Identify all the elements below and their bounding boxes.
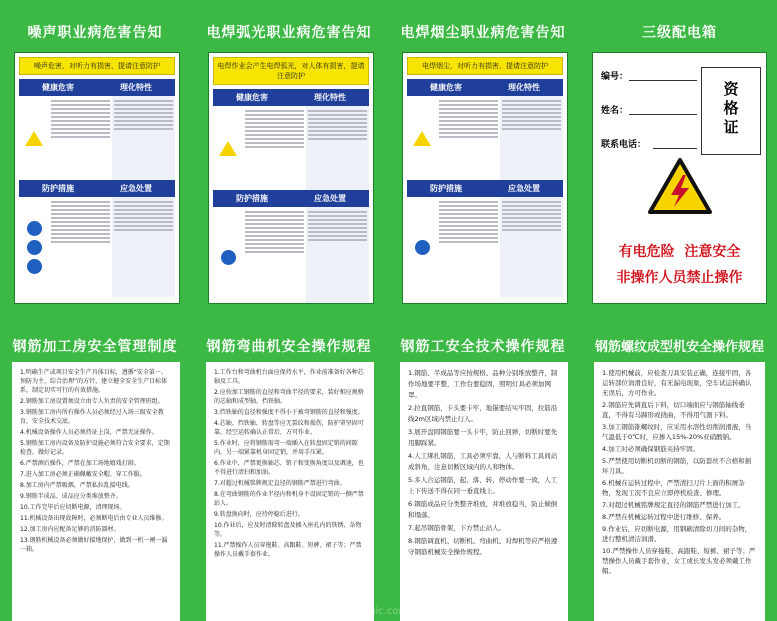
- card-title: 钢筋加工房安全管理制度: [12, 339, 178, 355]
- properties-text: [500, 96, 563, 180]
- rule-line: 6.机械在运转过程中，严禁清扫刀片上面的积屑杂物，发现工况不良应立即停机检查、修理。: [602, 479, 745, 497]
- emergency-header: 应急处置: [120, 184, 152, 193]
- protection-row: [19, 197, 175, 297]
- panel-title: 三级配电箱: [642, 25, 717, 41]
- rule-line: 4.芯轴、挡铁轴、转盘等应无裂纹和损伤，防护罩坚固可靠，经空运转确认正常后，方可作业。: [214, 420, 364, 436]
- rule-line: 3.展开盘圆钢筋要一头卡牢，防止回弹，切断时要先用脚踩紧。: [408, 428, 558, 447]
- certificate-label: 资格证: [723, 80, 739, 136]
- emergency-text: [112, 197, 175, 297]
- helmet-icon: [27, 240, 42, 255]
- rule-line: 8.在弯曲钢筋的作业半径内和机身不设固定销的一侧严禁站人。: [214, 491, 364, 507]
- rules-text: [12, 368, 180, 556]
- rule-line: 1.明确生产或项目安全生产具体目标，遵循“安全第一、预防为主、综合治理”的方针，建立健全安全生产目标体系，制定切实可行的有效措施。: [20, 369, 168, 394]
- mask-icon: [27, 259, 42, 274]
- rule-line: 11.机械设备出现故障时，必须断电后由专业人员维修。: [20, 515, 168, 522]
- rebar-worker-rules-panel: [390, 318, 576, 621]
- id-number-line: [629, 80, 697, 81]
- rule-line: 8.钢筋调直机、切断机、弯曲机、对焊机等应严格遵守钢筋机械安全操作规程。: [408, 537, 558, 556]
- electric-hazard-icon: [647, 157, 713, 215]
- table-header: [213, 89, 369, 106]
- rule-line: 5.严禁使用切断机切断的钢筋，以防套丝不合格和损坏刀具。: [602, 457, 752, 475]
- rules-card: [206, 362, 374, 621]
- protection-text: [243, 207, 306, 304]
- rule-line: 12.加工房内应配备足够的消防器材。: [20, 526, 120, 533]
- table-header-2: [407, 180, 563, 197]
- hazard-text: [49, 96, 112, 180]
- power-board: [592, 52, 767, 304]
- rules-text: [400, 368, 568, 560]
- danger-line-1: [593, 241, 766, 261]
- phone-label: 联系电话：: [601, 140, 647, 150]
- arc-notice-panel: [196, 6, 382, 306]
- watermark: 昵图网 www.nipic.com: [300, 606, 409, 617]
- protection-header: 防护措施: [42, 184, 74, 193]
- emergency-text: [306, 207, 369, 304]
- rule-line: 5.钢筋加工房内设备及防护设施必须符合安全要求，定期检查，做好记录。: [20, 440, 170, 456]
- card-title: 钢筋弯曲机安全操作规程: [206, 339, 372, 355]
- rule-line: 1.使用机械前，应检查刀具安装正确，连接牢固，各运转部位润滑良好，有无漏电现象，空车试运转确认无误后，方可作业。: [602, 369, 752, 397]
- table-header: [19, 79, 175, 96]
- rule-line: 13.钢筋机械设备必须做好接地保护，做到一机一闸一漏一箱。: [20, 537, 168, 553]
- phone-line: [653, 148, 697, 149]
- table-header-2: [19, 180, 175, 197]
- hazard-text: [437, 96, 500, 180]
- protection-text: [437, 197, 500, 297]
- table-header-2: [213, 190, 369, 207]
- notice-board: [14, 52, 180, 304]
- rule-line: 10.作业后，应及时清除转盘及插入座孔内的铁锈、杂物等。: [214, 522, 362, 538]
- name-label: 姓名：: [601, 106, 629, 116]
- rule-line: 11.严禁操作人员穿拖鞋、高跟鞋、短裤、裙子等；严禁操作人员戴手套作业。: [214, 542, 362, 558]
- warning-triangle-icon: [25, 131, 43, 146]
- panel-title: 电焊烟尘职业病危害告知: [400, 25, 566, 41]
- hazard-row: [407, 96, 563, 180]
- properties-text: [112, 96, 175, 180]
- rules-card: [12, 362, 180, 621]
- rule-line: 4.机械设备操作人员必须持证上岗，严禁无证操作。: [20, 429, 158, 436]
- protection-header: 防护措施: [236, 194, 268, 203]
- card-title: 钢筋螺纹成型机安全操作规程: [594, 340, 764, 355]
- panel-title: 噪声职业病危害告知: [27, 25, 163, 41]
- rule-line: 8.加工房内严禁吸烟，严禁私拉乱接电线。: [20, 482, 134, 489]
- rule-line: 10.工作完毕后应切断电源，清理现场。: [20, 504, 126, 511]
- card-title: 钢筋工安全技术操作规程: [400, 339, 566, 355]
- thread-machine-rules-panel: [584, 318, 775, 621]
- table-header: [407, 79, 563, 96]
- hazard-row: [19, 96, 175, 180]
- rule-line: 2.钢筋加工房设置须设立由专人负责的安全管理班组。: [20, 398, 164, 405]
- rule-line: 5.作业时，应将钢筋需弯一端插入在转盘固定销的间隙内，另一端紧靠机身固定销，并用手压紧。: [214, 440, 358, 456]
- rule-line: 3.加工钢筋锥螺纹时，应采用水溶性切削润滑液，当气温低于0℃时，应掺入15%-20%亚硝酸钠。: [602, 423, 752, 441]
- notice-board: [402, 52, 568, 304]
- rules-text: [206, 368, 374, 561]
- warning-bar: 噪声危害，对听力有损害，提请注意防护: [19, 57, 175, 75]
- protection-row: [213, 207, 369, 304]
- rules-card: [594, 362, 765, 621]
- rule-line: 7.对超过机械铭牌规定直径的钢筋严禁进行弯曲。: [214, 480, 346, 487]
- rule-line: 2.钢筋应先调直后下料，切口端面应与钢筋轴线垂直，不得有马蹄形或挠曲，不得用气割下料。: [602, 401, 745, 419]
- fume-notice-panel: [390, 6, 576, 306]
- respirator-icon: [415, 240, 430, 255]
- properties-header: 理化特性: [314, 93, 346, 102]
- rule-line: 2.拉直钢筋，卡头要卡牢，地锚要结实牢固，拉筋沿线2m区域内禁止行人。: [408, 404, 558, 423]
- rebar-house-rules-panel: [2, 318, 188, 621]
- rules-card: [400, 362, 568, 621]
- bender-rules-panel: [196, 318, 382, 621]
- rule-line: 7.起吊钢筋骨架，下方禁止站人。: [408, 524, 506, 532]
- rule-line: 9.作业后，应切断电源，用钢刷清除切刀间的杂物，进行整机清洁润滑。: [602, 525, 752, 543]
- id-number-label: 编号：: [601, 72, 629, 82]
- hazard-text: [243, 106, 306, 190]
- properties-header: 理化特性: [120, 83, 152, 92]
- rule-line: 1.工作台和弯曲机台面应保持水平，作业前准备好各种芯轴及工具。: [214, 369, 364, 385]
- emergency-header: 应急处置: [508, 184, 540, 193]
- rule-line: 6.钢筋成品应分类整齐堆放，并堆放稳当，防止倾倒和塌落。: [408, 500, 558, 519]
- certificate-box: [701, 67, 761, 155]
- electric-danger-text: 有电危险: [618, 244, 675, 260]
- rule-line: 7.对超过机械铭牌规定直径的钢筋严禁进行加工。: [602, 501, 745, 509]
- warning-triangle-icon: [413, 131, 431, 146]
- rule-line: 10.严禁操作人员穿拖鞋、高跟鞋、短裤、裙子等；严禁操作人员戴手套作业，女工或长发头发必须戴工作帽。: [602, 547, 756, 575]
- properties-header: 理化特性: [508, 83, 540, 92]
- rule-line: 4.人工绑扎钢筋，工具必须牢靠，人与断料工具间站成斜角，注意切断区域内的人和物体。: [408, 452, 558, 471]
- warning-bar: 电焊烟尘，对听力有损害，提请注意防护: [407, 57, 563, 75]
- power-box-panel: [584, 6, 775, 306]
- no-operate-text: 非操作人员禁止操作: [616, 270, 743, 286]
- warning-bar: 电焊作业会产生电焊弧光，对人体有损害，提请注意防护: [213, 57, 369, 85]
- emergency-text: [500, 197, 563, 297]
- warning-triangle-icon: [219, 141, 237, 156]
- hazard-row: [213, 106, 369, 190]
- rule-line: 1.钢筋、半成品等应按规格、品种分别堆放整齐，制作场地要平整，工作台要稳固，照明灯具必须加网罩。: [408, 369, 558, 399]
- name-line: [629, 114, 697, 115]
- rules-text: [594, 368, 765, 578]
- health-hazard-header: 健康危害: [236, 93, 268, 102]
- attention-safety-text: 注意安全: [684, 244, 741, 260]
- noise-notice-panel: [2, 6, 188, 306]
- protection-header: 防护措施: [430, 184, 462, 193]
- rule-line: 7.进入加工房必须正确佩戴安全帽、穿工作服。: [20, 471, 146, 478]
- rule-line: 3.钢筋加工房内所有操作人员必须经过入场三级安全教育，安全技术交底。: [20, 409, 164, 425]
- rule-line: 9.转盘换向时，应待停稳后进行。: [214, 511, 304, 518]
- protection-row: [407, 197, 563, 297]
- properties-text: [306, 106, 369, 190]
- rule-line: 9.钢筋半成品、成品应分类堆放整齐。: [20, 493, 122, 500]
- protection-text: [49, 197, 112, 297]
- ear-protection-icon: [27, 221, 42, 236]
- emergency-header: 应急处置: [314, 194, 346, 203]
- health-hazard-header: 健康危害: [430, 83, 462, 92]
- health-hazard-header: 健康危害: [42, 83, 74, 92]
- face-shield-icon: [221, 250, 236, 265]
- rule-line: 2.应按加工钢筋的直径和弯曲半径的要求，装好相应规格的芯轴和成型轴、挡铁轴。: [214, 389, 364, 405]
- notice-board: [208, 52, 374, 304]
- rule-line: 4.加工时必须确保钢筋夹持牢固。: [602, 445, 700, 453]
- rule-line: 8.严禁在机械运转过程中进行维修、保养。: [602, 513, 726, 521]
- panel-title: 电焊弧光职业病危害告知: [206, 25, 372, 41]
- rule-line: 3.挡铁轴的直径和强度不得小于被弯钢筋的直径和强度。: [214, 409, 364, 416]
- rule-line: 6.严禁酒后操作，严禁在加工场地嬉戏打闹。: [20, 460, 140, 467]
- rule-line: 6.作业中，严禁更换轴芯、销子和变换角度以及调速，也不得进行清扫和加油。: [214, 460, 364, 476]
- rule-line: 5.多人合运钢筋，起、落、转、停动作要一致，人工上下传送不得在同一垂直线上。: [408, 476, 558, 495]
